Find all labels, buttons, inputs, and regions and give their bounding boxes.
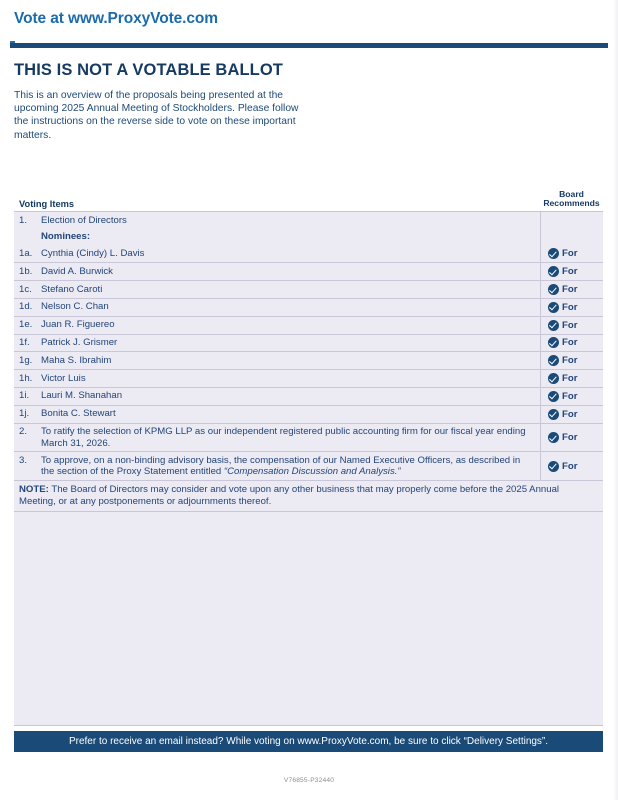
table-row <box>14 452 603 481</box>
recommendation-label: For <box>562 431 578 443</box>
recommendation-label: For <box>562 460 578 472</box>
voting-items-table <box>14 185 603 726</box>
recommendation-label: For <box>562 284 578 296</box>
note-label: NOTE: <box>19 483 49 495</box>
row-recommendation <box>540 212 603 229</box>
nominee-name: Lauri M. Shanahan <box>41 390 123 402</box>
table-header-row <box>14 185 603 211</box>
row-recommendation <box>540 246 603 263</box>
row-number: 1e. <box>19 319 33 331</box>
row-recommendation <box>540 229 603 246</box>
nominee-name: Juan R. Figuereo <box>41 319 115 331</box>
table-row <box>14 246 603 264</box>
table-row <box>14 370 603 388</box>
row-number: 3. <box>19 454 28 466</box>
row-recommendation <box>540 406 603 423</box>
table-body <box>14 211 603 726</box>
row-number: 1f. <box>19 337 30 349</box>
nominee-name: David A. Burwick <box>41 265 113 277</box>
table-row <box>14 212 603 229</box>
row-text: Election of Directors <box>41 214 127 226</box>
check-circle-icon <box>548 432 559 443</box>
intro-paragraph: This is an overview of the proposals being presented at the upcoming 2025 Annual Meeting of Stockholders. Please follow the instructions on the reverse side to vote on these important matters. <box>14 90 299 141</box>
check-circle-icon <box>548 302 559 313</box>
row-number: 1h. <box>19 372 33 384</box>
row-recommendation <box>540 317 603 334</box>
proxyvote-header-link[interactable]: Vote at www.ProxyVote.com <box>14 10 218 27</box>
row-number: 1b. <box>19 265 33 277</box>
proposal-text <box>41 452 540 480</box>
recommendation-label: For <box>562 408 578 420</box>
row-number: 1j. <box>19 408 30 420</box>
row-recommendation <box>540 370 603 387</box>
check-circle-icon <box>548 248 559 259</box>
row-recommendation <box>540 299 603 316</box>
table-row <box>14 388 603 406</box>
row-number: 1. <box>19 214 28 226</box>
row-number: 1c. <box>19 283 32 295</box>
check-circle-icon <box>548 373 559 384</box>
nominee-name: Bonita C. Stewart <box>41 408 116 420</box>
note-row <box>14 481 603 512</box>
check-circle-icon <box>548 320 559 331</box>
delivery-settings-banner: Prefer to receive an email instead? While voting on www.ProxyVote.com, be sure to click “Delivery Settings”. <box>14 731 603 752</box>
recommendation-label: For <box>562 266 578 278</box>
column-header-voting-items: Voting Items <box>19 199 75 209</box>
recommendation-label: For <box>562 390 578 402</box>
recommendation-label: For <box>562 248 578 260</box>
check-circle-icon <box>548 409 559 420</box>
row-number: 1d. <box>19 301 33 313</box>
check-circle-icon <box>548 284 559 295</box>
blank-area <box>14 512 603 726</box>
check-circle-icon <box>548 461 559 472</box>
nominee-name: Patrick J. Grismer <box>41 337 118 349</box>
control-number: V76855-P32440 <box>283 777 335 784</box>
row-recommendation <box>540 352 603 369</box>
table-row <box>14 263 603 281</box>
note-text: The Board of Directors may consider and vote upon any other business that may properly come before the 2025 Annual Meeting, or at any postponements or adjournments thereof. <box>19 483 560 507</box>
recommendation-label: For <box>562 319 578 331</box>
row-recommendation <box>540 452 603 480</box>
row-recommendation <box>540 263 603 280</box>
nominee-name: Maha S. Ibrahim <box>41 354 112 366</box>
row-recommendation <box>540 335 603 352</box>
table-row <box>14 299 603 317</box>
board-recommends-line2: Recommends <box>543 198 600 209</box>
check-circle-icon <box>548 355 559 366</box>
row-number <box>14 229 41 246</box>
check-circle-icon <box>548 337 559 348</box>
nominee-name: Cynthia (Cindy) L. Davis <box>41 248 145 260</box>
nominee-name: Nelson C. Chan <box>41 301 109 313</box>
row-number: 1a. <box>19 248 33 260</box>
table-row <box>14 317 603 335</box>
page-title: THIS IS NOT A VOTABLE BALLOT <box>14 61 283 79</box>
column-header-board-recommends <box>540 190 603 209</box>
header-rule <box>10 43 608 48</box>
table-row <box>14 352 603 370</box>
recommendation-label: For <box>562 337 578 349</box>
row-recommendation <box>540 281 603 298</box>
row-number: 1i. <box>19 390 30 402</box>
recommendation-label: For <box>562 301 578 313</box>
proxy-statement-section-title: “Compensation Discussion and Analysis.” <box>223 466 401 478</box>
nominee-name: Stefano Caroti <box>41 283 103 295</box>
proposal-text: To ratify the selection of KPMG LLP as our independent registered public accounting firm for our fiscal year ending March 31, 2026. <box>41 426 526 449</box>
check-circle-icon <box>548 266 559 277</box>
row-number: 1g. <box>19 354 33 366</box>
nominees-label: Nominees: <box>41 231 91 243</box>
table-row <box>14 281 603 299</box>
proposal-text-main: To approve, on a non-binding advisory basis, the compensation of our Named Executive Officers, as described in the section of the Proxy Statement entitled <box>41 454 521 478</box>
table-row <box>14 335 603 353</box>
row-recommendation <box>540 424 603 452</box>
nominee-name: Victor Luis <box>41 372 86 384</box>
check-circle-icon <box>548 391 559 402</box>
table-row <box>14 229 603 246</box>
recommendation-label: For <box>562 355 578 367</box>
page-edge-shadow <box>613 0 618 800</box>
recommendation-label: For <box>562 373 578 385</box>
board-recommends-line1: Board <box>559 188 584 199</box>
table-row <box>14 406 603 424</box>
row-recommendation <box>540 388 603 405</box>
row-number: 2. <box>19 426 28 438</box>
table-row <box>14 424 603 453</box>
